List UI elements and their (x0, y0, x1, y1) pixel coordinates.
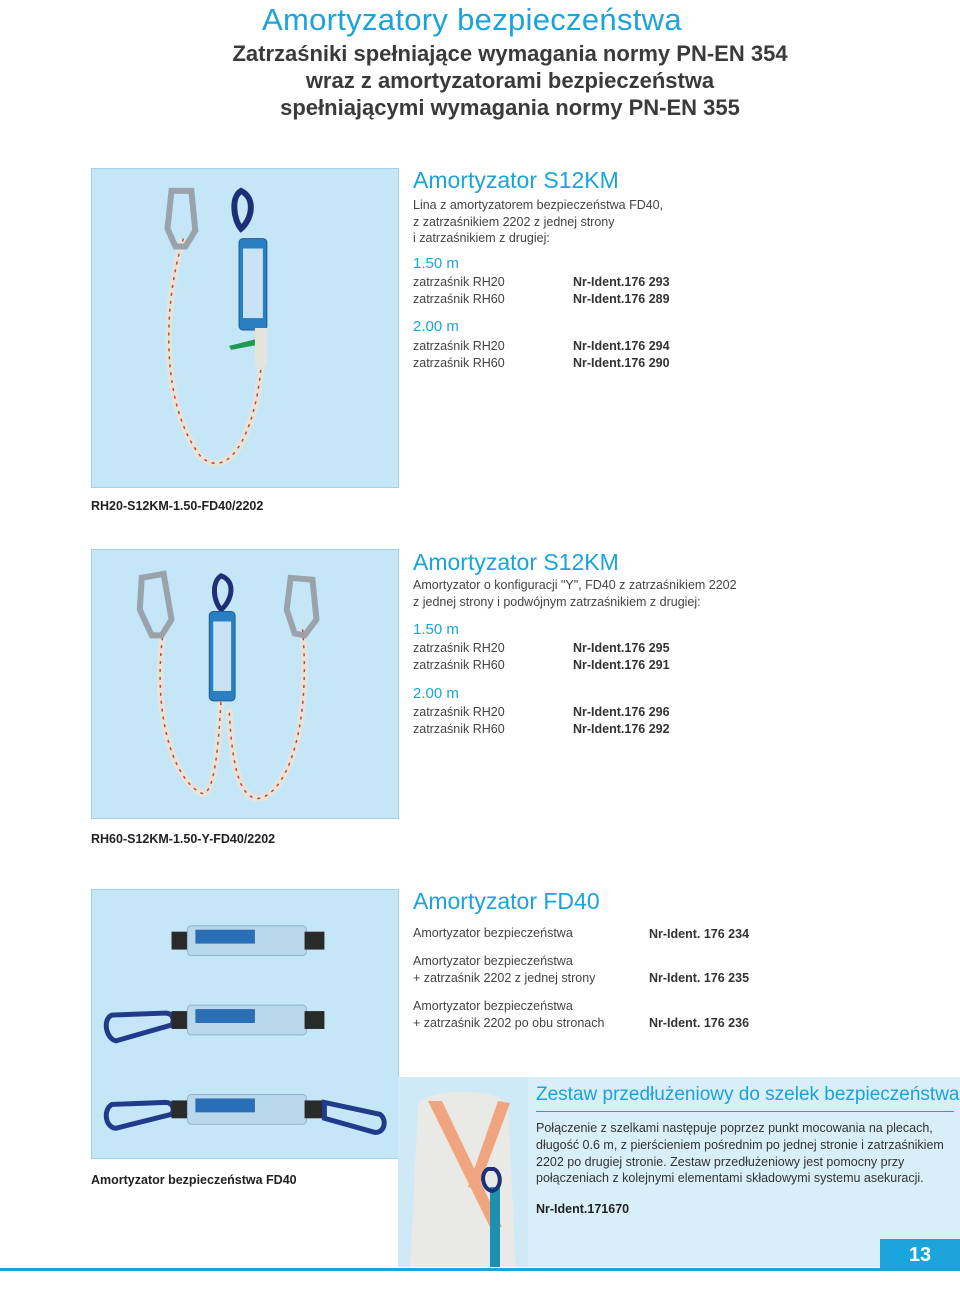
lanyard-photo-s12km (91, 168, 399, 488)
product-number: Nr-Ident.176 295 (573, 641, 670, 655)
lanyard-illustration (92, 169, 398, 487)
length-label: 1.50 m (413, 621, 459, 638)
length-label: 1.50 m (413, 255, 459, 272)
extension-title: Zestaw przedłużeniowy do szelek bezpieczeństwa (536, 1084, 960, 1105)
product-label: zatrzaśnik RH20 (413, 641, 505, 655)
extension-product-number: Nr-Ident.171670 (536, 1202, 630, 1216)
extension-text-line: długość 0.6 m, z pierścieniem pośrednim po jednej stronie i zatrzaśnikiem (536, 1137, 944, 1152)
product-row (413, 640, 670, 657)
product-row (413, 338, 670, 355)
product-label: zatrzaśnik RH60 (413, 721, 505, 736)
description-line: z zatrzaśnikiem 2202 z jednej strony (413, 214, 615, 229)
product-number: Nr-Ident.176 289 (573, 291, 670, 306)
subtitle-line: Zatrzaśniki spełniające wymagania normy PN-EN 354 (232, 41, 788, 66)
fd40-item (413, 998, 813, 1031)
product-row (413, 355, 670, 372)
product-row (413, 291, 670, 308)
product-label: zatrzaśnik RH60 (413, 291, 505, 306)
fd40-item (413, 925, 813, 942)
subtitle-line: spełniającymi wymagania normy PN-EN 355 (280, 95, 740, 120)
page-title: Amortyzatory bezpieczeństwa (262, 2, 682, 37)
absorber-illustration (92, 890, 398, 1158)
product-label: zatrzaśnik RH20 (413, 275, 505, 289)
fd40-item-line: Amortyzator bezpieczeństwa (413, 954, 573, 968)
description-line: i zatrzaśnikiem z drugiej: (413, 231, 550, 245)
product-number: Nr-Ident. 176 234 (649, 926, 750, 941)
product-number: Nr-Ident.176 294 (573, 339, 670, 353)
photo-caption: Amortyzator bezpieczeństwa FD40 (91, 1173, 297, 1187)
extension-text-line: połączeniach z kolejnymi elementami składowymi systemu asekuracji. (536, 1171, 924, 1186)
fd40-item-line: + zatrzaśnik 2202 z jednej strony (413, 970, 596, 985)
footer-rule (0, 1268, 960, 1271)
product-number: Nr-Ident. 176 236 (649, 1015, 750, 1030)
page-subtitle (0, 40, 960, 121)
product-number: Nr-Ident.176 291 (573, 657, 670, 672)
section-title-s12km: Amortyzator S12KM (413, 167, 619, 193)
product-number: Nr-Ident.176 292 (573, 721, 670, 736)
fd40-item (413, 953, 813, 986)
product-number: Nr-Ident.176 293 (573, 275, 670, 289)
section-description (413, 577, 737, 610)
extension-text-line: Połączenie z szelkami następuje poprzez punkt mocowania na plecach, (536, 1121, 933, 1135)
product-label: zatrzaśnik RH60 (413, 657, 505, 672)
product-label: zatrzaśnik RH20 (413, 339, 505, 353)
description-line: Lina z amortyzatorem bezpieczeństwa FD40, (413, 198, 664, 212)
product-number: Nr-Ident.176 290 (573, 355, 670, 370)
photo-caption: RH20-S12KM-1.50-FD40/2202 (91, 499, 264, 513)
product-number: Nr-Ident. 176 235 (649, 970, 750, 985)
lanyard-photo-s12km-y (91, 549, 399, 819)
fd40-item-line: Amortyzator bezpieczeństwa (413, 926, 573, 940)
product-label: zatrzaśnik RH20 (413, 705, 505, 719)
section-description (413, 197, 663, 247)
length-label: 2.00 m (413, 318, 459, 335)
description-line: z jednej strony i podwójnym zatrzaśnikiem z drugiej: (413, 594, 701, 609)
harness-photo (398, 1077, 528, 1267)
product-row (413, 657, 670, 674)
extension-description (536, 1120, 954, 1187)
section-title-s12km-y: Amortyzator S12KM (413, 549, 619, 575)
product-number: Nr-Ident.176 296 (573, 705, 670, 719)
product-row (413, 721, 670, 738)
product-list (413, 338, 670, 371)
absorber-photo-fd40 (91, 889, 399, 1159)
product-row (413, 274, 670, 291)
product-list (413, 640, 670, 673)
harness-illustration (398, 1077, 528, 1267)
product-list (413, 704, 670, 737)
extension-title-underline (536, 1111, 954, 1112)
y-lanyard-illustration (92, 550, 398, 818)
product-label: zatrzaśnik RH60 (413, 355, 505, 370)
product-list (413, 274, 670, 307)
section-title-fd40: Amortyzator FD40 (413, 888, 600, 914)
subtitle-line: wraz z amortyzatorami bezpieczeństwa (305, 68, 715, 93)
description-line: Amortyzator o konfiguracji "Y", FD40 z zatrzaśnikiem 2202 (413, 578, 737, 592)
fd40-item-line: Amortyzator bezpieczeństwa (413, 999, 573, 1013)
product-row (413, 704, 670, 721)
photo-caption: RH60-S12KM-1.50-Y-FD40/2202 (91, 832, 276, 846)
page-number: 13 (880, 1239, 960, 1271)
extension-text-line: 2202 po drugiej stronie. Zestaw przedłużeniowy jest pomocny przy (536, 1154, 905, 1169)
fd40-item-line: + zatrzaśnik 2202 po obu stronach (413, 1015, 605, 1030)
length-label: 2.00 m (413, 685, 459, 702)
